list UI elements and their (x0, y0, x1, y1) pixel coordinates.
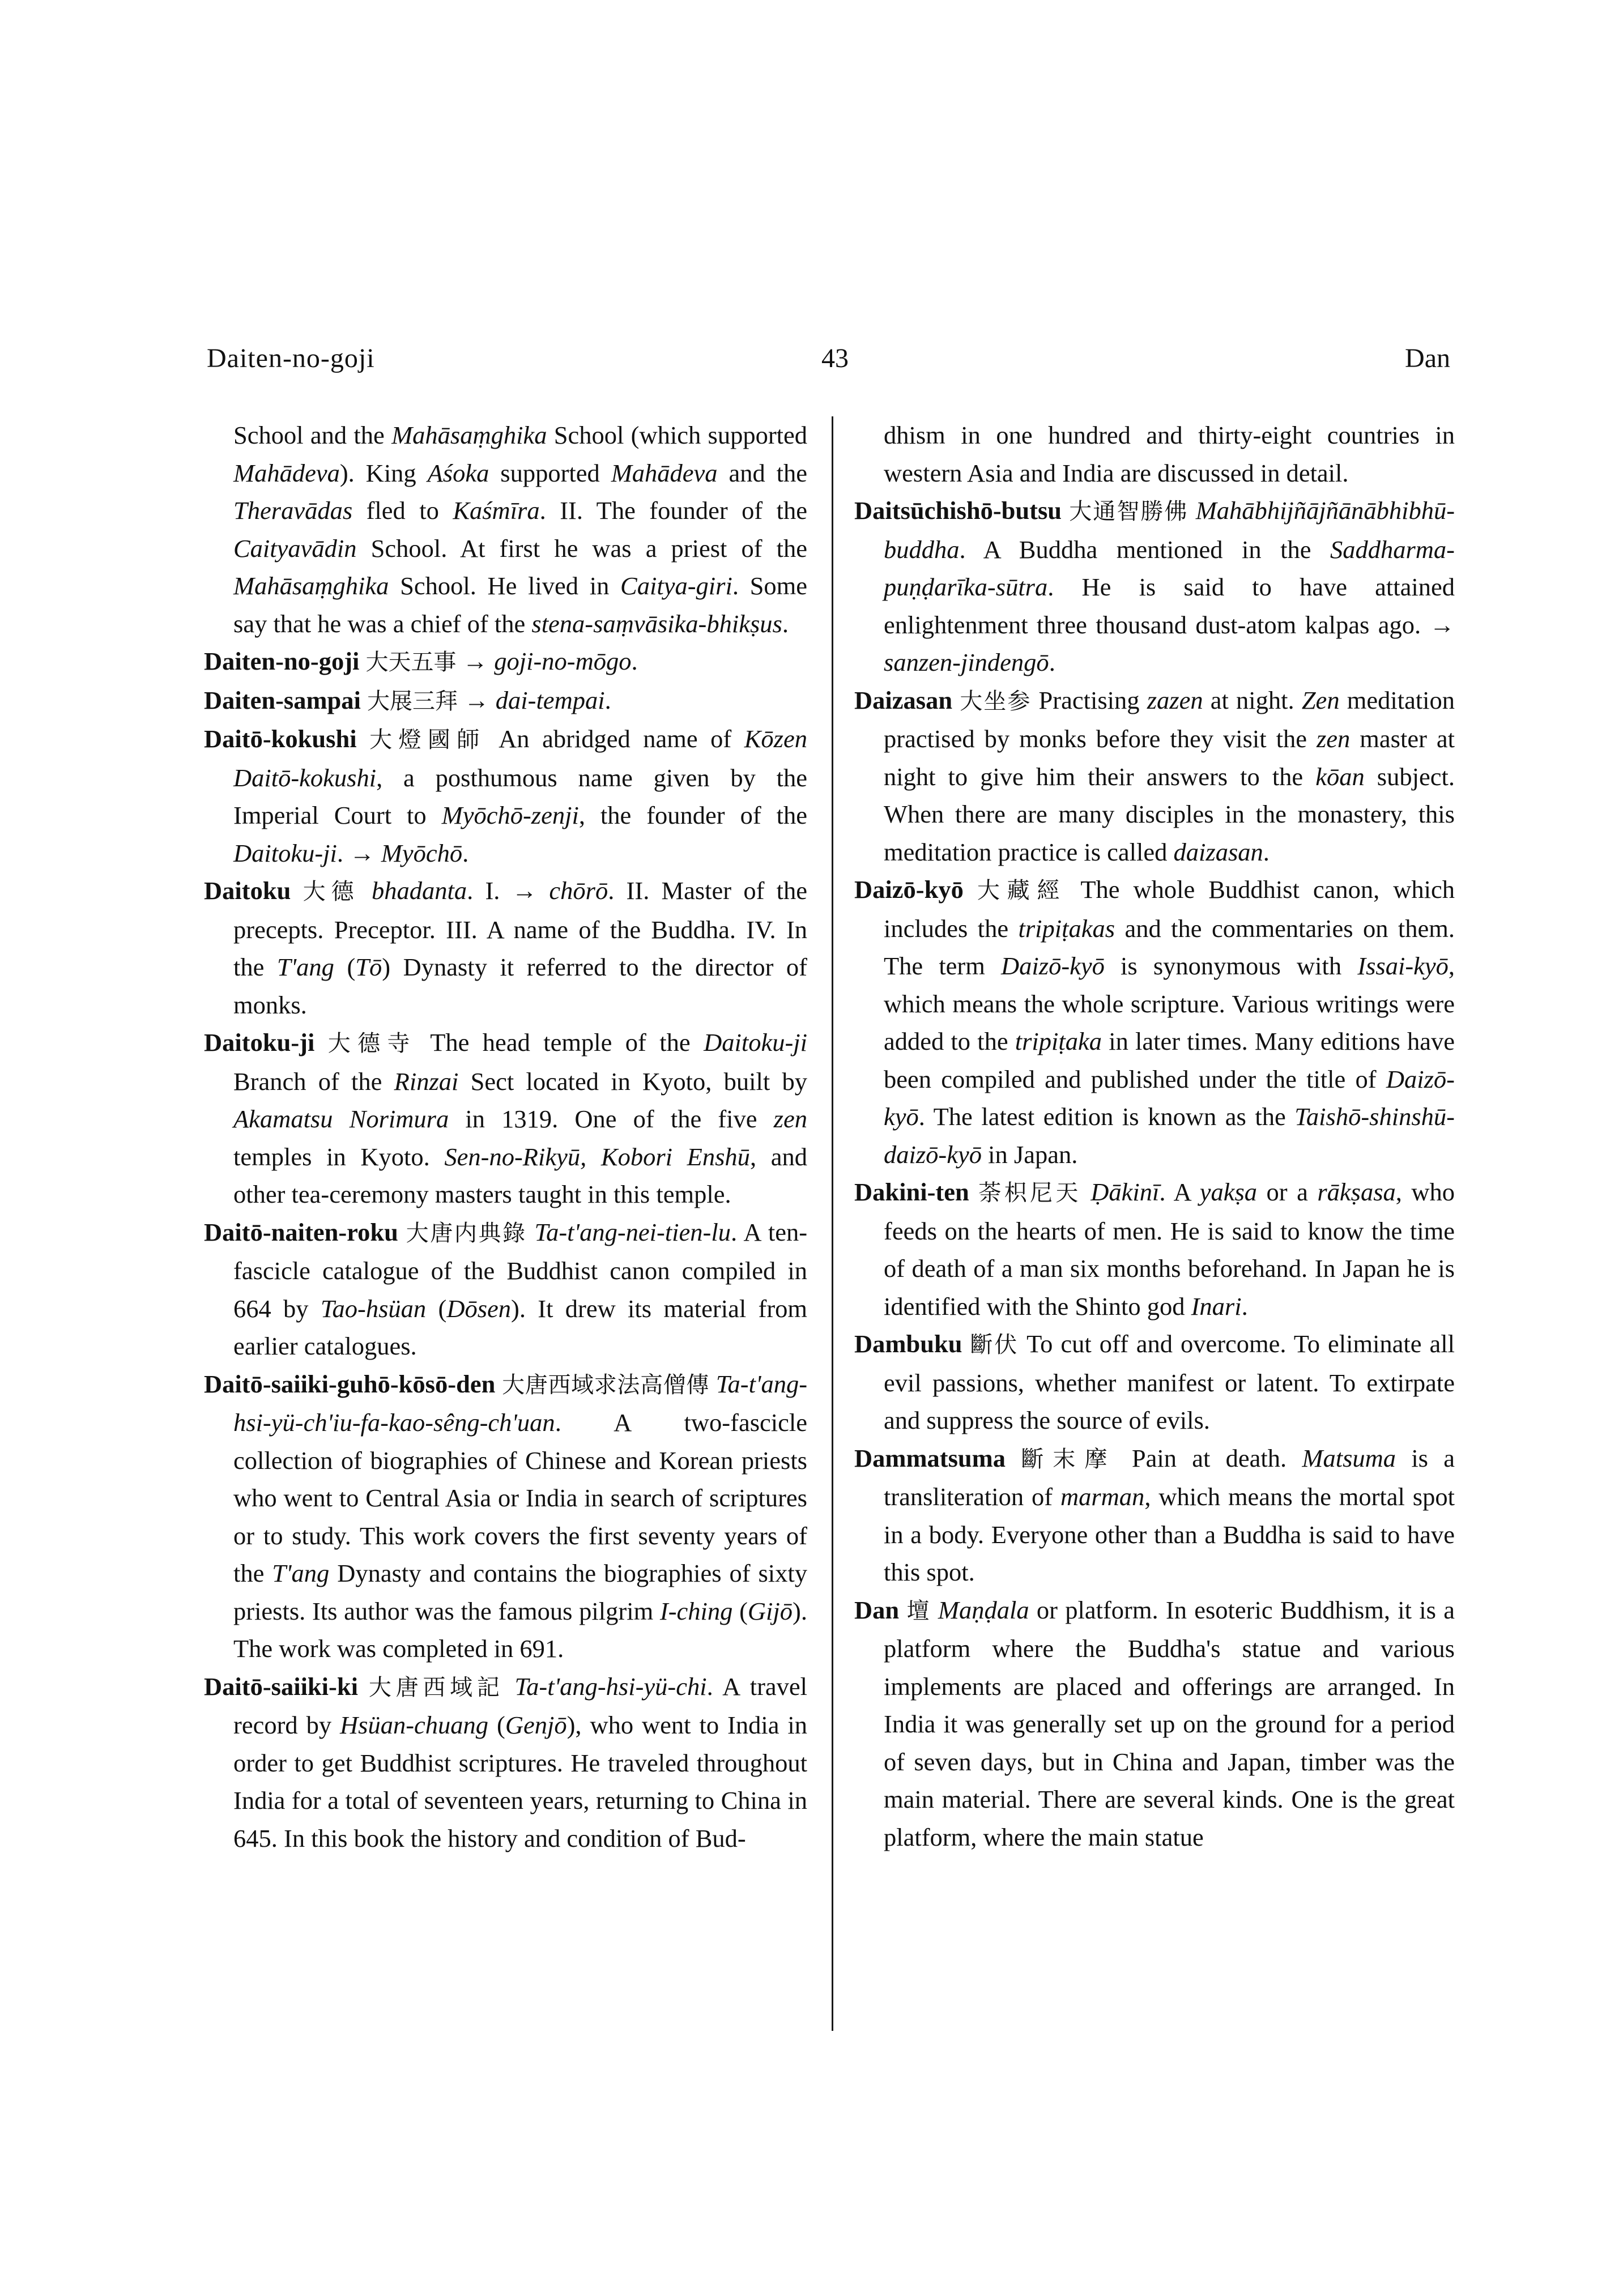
body-text: . (1049, 648, 1055, 676)
page-number: 43 (821, 343, 849, 373)
dictionary-entry (854, 1591, 1455, 1856)
italic-term: T'ang (276, 953, 334, 981)
italic-term: yakṣa (1199, 1178, 1258, 1206)
dictionary-entry (854, 1439, 1455, 1591)
italic-term: Sen-no-Rikyū, Kobori Enshū (444, 1142, 750, 1171)
body-text: Practising (1038, 685, 1147, 714)
entry-kanji: 大展三拜 (367, 688, 458, 714)
body-text: , which means the whole scripture. Various writings were added to the (884, 952, 1455, 1055)
body-text: . (1241, 1292, 1248, 1320)
body-text: and the commentaries on them. The term (884, 914, 1455, 980)
page-header (207, 343, 1450, 394)
entry-kanji: 大通智勝佛 (1069, 499, 1189, 525)
body-text: meditation practised by monks before they visit the (884, 685, 1455, 753)
italic-term: Saddharma-puṇḍarīka-sūtra (884, 535, 1455, 601)
right-column (854, 416, 1455, 1856)
body-text: . A travel record by (233, 1672, 808, 1739)
italic-term: Issai-kyō (1357, 952, 1449, 980)
italic-term: goji-no-mōgo (494, 647, 632, 675)
body-text: is synonymous with (1104, 952, 1358, 980)
italic-term: Mahādeva (233, 458, 340, 487)
body-text: in later times. Many editions have been compiled and published under the title of (884, 1027, 1455, 1093)
body-text: ). The work was completed in 691. (233, 1596, 807, 1663)
dictionary-entry (204, 720, 807, 872)
entry-kanji: 荼枳尼天 (978, 1180, 1081, 1206)
body-text: . (782, 609, 789, 638)
body-text: ( (334, 953, 356, 981)
body-text: . The latest edition is known as the (918, 1102, 1295, 1131)
body-text: → (464, 685, 496, 714)
italic-term: Caitya-giri (620, 572, 732, 600)
body-text: supported (489, 458, 611, 487)
italic-term: Daizō-kyō (1001, 952, 1105, 980)
body-text: . I. → (467, 876, 549, 905)
dictionary-entry (854, 681, 1455, 871)
body-text: in Japan. (982, 1140, 1078, 1169)
entry-headword: Daitō-kokushi (204, 725, 357, 753)
italic-term: zazen (1147, 685, 1203, 714)
italic-term: tripiṭakas (1018, 914, 1115, 943)
body-text: . II. The founder of the (539, 496, 807, 525)
italic-term: Ta-t'ang-hsi-yü-ch'iu-fa-kao-sêng-ch'uan (233, 1369, 808, 1437)
entry-kanji: 大唐内典錄 (406, 1220, 527, 1246)
entry-kanji: 大燈國師 (369, 727, 486, 753)
body-text: → (462, 647, 495, 675)
entry-headword: Daiten-no-goji (204, 647, 360, 675)
body-text: . (604, 685, 611, 714)
dictionary-entry (204, 681, 807, 721)
body-text: ) Dynasty it referred to the director of monks. (233, 953, 807, 1019)
dictionary-entry (204, 1024, 807, 1213)
continued-entry-text (854, 416, 1455, 492)
body-text: School. He lived in (389, 572, 621, 600)
body-text: or platform. In esoteric Buddhism, it is a platform where the Buddha's statue and various implements are placed and offerings are arranged. In India it was generally set up on the ground for a period of seven days, but in China and Japan, timber was the main material. There are several kinds. One is the great platform, where the main statue (884, 1595, 1455, 1851)
italic-term: Zen (1301, 685, 1340, 714)
italic-term: Matsuma (1302, 1443, 1396, 1472)
body-text: subject. When there are many disciples in the monastery, this meditation practice is called (884, 762, 1455, 866)
dictionary-entry (854, 871, 1455, 1173)
body-text: School. At first he was a priest of the (356, 534, 807, 563)
italic-term: Ḍākinī (1090, 1178, 1160, 1206)
italic-term: marman (1060, 1483, 1145, 1511)
italic-term: I-ching (659, 1596, 733, 1625)
italic-term: bhadanta (372, 876, 467, 905)
entry-headword: Daitoku (204, 876, 291, 905)
body-text: . A (1159, 1178, 1200, 1206)
entry-headword: Daitoku-ji (204, 1028, 315, 1057)
italic-term: Tō (355, 953, 382, 981)
body-text: master at night to give him their answers to the (884, 725, 1455, 791)
italic-term: Aśoka (427, 458, 489, 487)
body-text: and the (717, 458, 807, 487)
body-text: . Some say that he was a chief of the (233, 572, 808, 638)
entry-headword: Daiten-sampai (204, 685, 361, 714)
italic-term: Taishō-shinshū-daizō-kyō (884, 1102, 1455, 1169)
entry-kanji: 大唐西域求法高僧傳 (502, 1371, 710, 1398)
italic-term: Myōchō (381, 838, 463, 867)
italic-term: Mahābhijñājñānābhibhū-buddha (884, 496, 1455, 564)
italic-term: Rinzai (394, 1067, 459, 1096)
italic-term: Ta-t'ang-hsi-yü-chi (514, 1672, 707, 1701)
left-column (204, 416, 807, 1857)
continued-entry-text (204, 416, 807, 642)
right-entries (854, 492, 1455, 1856)
body-text: . → (336, 838, 381, 867)
dictionary-entry (854, 492, 1455, 681)
italic-term: Inari (1191, 1292, 1242, 1320)
body-text: An abridged name of (499, 725, 744, 753)
italic-term: tripiṭaka (1015, 1027, 1102, 1055)
body-text: or a (1257, 1178, 1318, 1206)
body-text: ( (732, 1596, 748, 1625)
body-text: in 1319. One of the five (449, 1105, 774, 1133)
entry-kanji: 大德寺 (327, 1030, 417, 1057)
italic-term: Daitoku-ji (704, 1028, 808, 1057)
dictionary-entry (204, 1365, 807, 1668)
italic-term: Akamatsu Norimura (233, 1105, 449, 1133)
italic-term: stena-saṃvāsika-bhikṣus (531, 609, 782, 638)
body-text: . II. Master of the precepts. Preceptor. III. A name of the Buddha. IV. In the (233, 876, 807, 981)
body-text: Sect located in Kyoto, built by (458, 1067, 807, 1096)
italic-term: Theravādas (233, 496, 353, 525)
entry-headword: Dan (854, 1595, 900, 1624)
body-text: at night. (1203, 685, 1302, 714)
entry-kanji: 大坐参 (960, 688, 1032, 714)
entry-headword: Dambuku (854, 1330, 962, 1358)
italic-term: Caityavādin (233, 534, 357, 563)
body-text: . A Buddha mentioned in the (959, 535, 1330, 564)
italic-term: Genjō (505, 1711, 567, 1739)
body-text: fled to (352, 496, 453, 525)
body-text: , a posthumous name given by the Imperial Court to (233, 763, 807, 829)
body-text: To cut off and overcome. To eliminate all evil passions, whether manifest or latent. To extirpate and suppress the source of evils. (884, 1330, 1455, 1434)
entry-kanji: 大德 (303, 879, 360, 905)
body-text: The whole Buddhist canon, which includes the (884, 875, 1455, 943)
body-text: dhism in one hundred and thirty-eight countries in western Asia and India are discussed in detail. (884, 421, 1455, 487)
italic-term: dai-tempai (495, 685, 605, 714)
italic-term: Daizō-kyō (884, 1064, 1455, 1131)
body-text: The head temple of the (430, 1028, 704, 1057)
body-text: ( (426, 1294, 447, 1323)
body-text: , which means the mortal spot in a body. Everyone other than a Buddha is said to have this spot. (884, 1483, 1455, 1586)
dictionary-entry (204, 642, 807, 681)
italic-term: kōan (1315, 762, 1365, 791)
body-text: . (1263, 837, 1270, 866)
italic-term: zen (1316, 725, 1351, 753)
running-head-left: Daiten-no-goji (207, 343, 375, 373)
italic-term: daizasan (1173, 837, 1263, 866)
entry-headword: Daitō-naiten-roku (204, 1217, 398, 1246)
entry-headword: Daitō-saiiki-guhō-kōsō-den (204, 1369, 496, 1398)
italic-term: Mahāsaṃghika (233, 572, 389, 600)
entry-headword: Dammatsuma (854, 1443, 1006, 1472)
italic-term: rākṣasa (1317, 1178, 1396, 1206)
entry-kanji: 斷末摩 (1021, 1446, 1117, 1472)
body-text: is a transliteration of (884, 1443, 1455, 1511)
entry-headword: Daitsūchishō-butsu (854, 496, 1062, 525)
body-text: Pain at death. (1131, 1443, 1302, 1472)
body-text: ( (488, 1711, 505, 1739)
body-text: temples in Kyoto. (233, 1142, 445, 1171)
italic-term: zen (773, 1105, 807, 1133)
italic-term: Maṇḍala (938, 1595, 1029, 1624)
italic-term: chōrō (549, 876, 608, 905)
entry-headword: Daizasan (854, 685, 953, 714)
italic-term: Mahādeva (611, 458, 718, 487)
italic-term: Mahāsaṃghika (391, 421, 547, 449)
body-text: . A ten-fascicle catalogue of the Buddhist canon compiled in 664 by (233, 1217, 808, 1323)
italic-term: Daitoku-ji (233, 838, 337, 867)
italic-term: Kaśmīra (453, 496, 540, 525)
body-text: , and other tea-ceremony masters taught in this temple. (233, 1142, 807, 1208)
column-divider (832, 416, 833, 2031)
dictionary-entry (204, 1213, 807, 1365)
entry-headword: Daizō-kyō (854, 875, 964, 904)
italic-term: sanzen-jindengō (884, 648, 1049, 676)
dictionary-entry (854, 1173, 1455, 1325)
dictionary-entry (204, 872, 807, 1024)
entry-headword: Daitō-saiiki-ki (204, 1672, 358, 1701)
body-text: ), who went to India in order to get Buddhist scriptures. He traveled throughout India for a total of seventeen years, returning to China in 645. In this book the history and condition of Bud- (233, 1711, 807, 1852)
italic-term: Tao-hsüan (320, 1294, 427, 1323)
italic-term: Gijō (747, 1596, 793, 1625)
italic-term: Dōsen (446, 1294, 512, 1323)
italic-term: Hsüan-chuang (340, 1711, 489, 1739)
body-text: . (462, 838, 469, 867)
body-text: . A two-fascicle collection of biographies of Chinese and Korean priests who went to Central Asia or India in search of scriptures or to study. This work covers the first seventy years of the (233, 1408, 807, 1587)
body-text: , who feeds on the hearts of men. He is said to know the time of death of a man six months beforehand. In Japan he is identified with the Shinto god (884, 1178, 1455, 1320)
entry-kanji: 大唐西域記 (368, 1674, 504, 1701)
body-text: Dynasty and contains the biographies of sixty priests. Its author was the famous pilgrim (233, 1559, 807, 1625)
left-entries (204, 642, 807, 1857)
dictionary-entry (204, 1668, 807, 1858)
body-text: School and the (233, 421, 392, 449)
body-text: ). It drew its material from earlier catalogues. (233, 1294, 808, 1360)
entry-kanji: 壇 (906, 1598, 931, 1624)
body-text: . He is said to have attained enlightenment three thousand dust-atom kalpas ago. → (884, 573, 1455, 639)
entry-kanji: 斷伏 (970, 1332, 1019, 1358)
body-text: School (which supported (547, 421, 807, 449)
italic-term: Kōzen Daitō-kokushi (233, 725, 807, 792)
italic-term: T'ang (272, 1559, 330, 1587)
running-head-right: Dan (1405, 343, 1450, 373)
body-text: Branch of the (233, 1067, 394, 1096)
dictionary-entry (854, 1325, 1455, 1439)
italic-term: Myōchō-zenji (441, 801, 579, 829)
entry-headword: Dakini-ten (854, 1178, 969, 1206)
body-text: . (631, 647, 638, 675)
body-text: , the founder of the (578, 801, 807, 829)
entry-kanji: 大天五事 (365, 649, 457, 675)
body-text: ). King (339, 458, 428, 487)
entry-kanji: 大藏經 (977, 877, 1067, 904)
italic-term: Ta-t'ang-nei-tien-lu (534, 1217, 731, 1246)
